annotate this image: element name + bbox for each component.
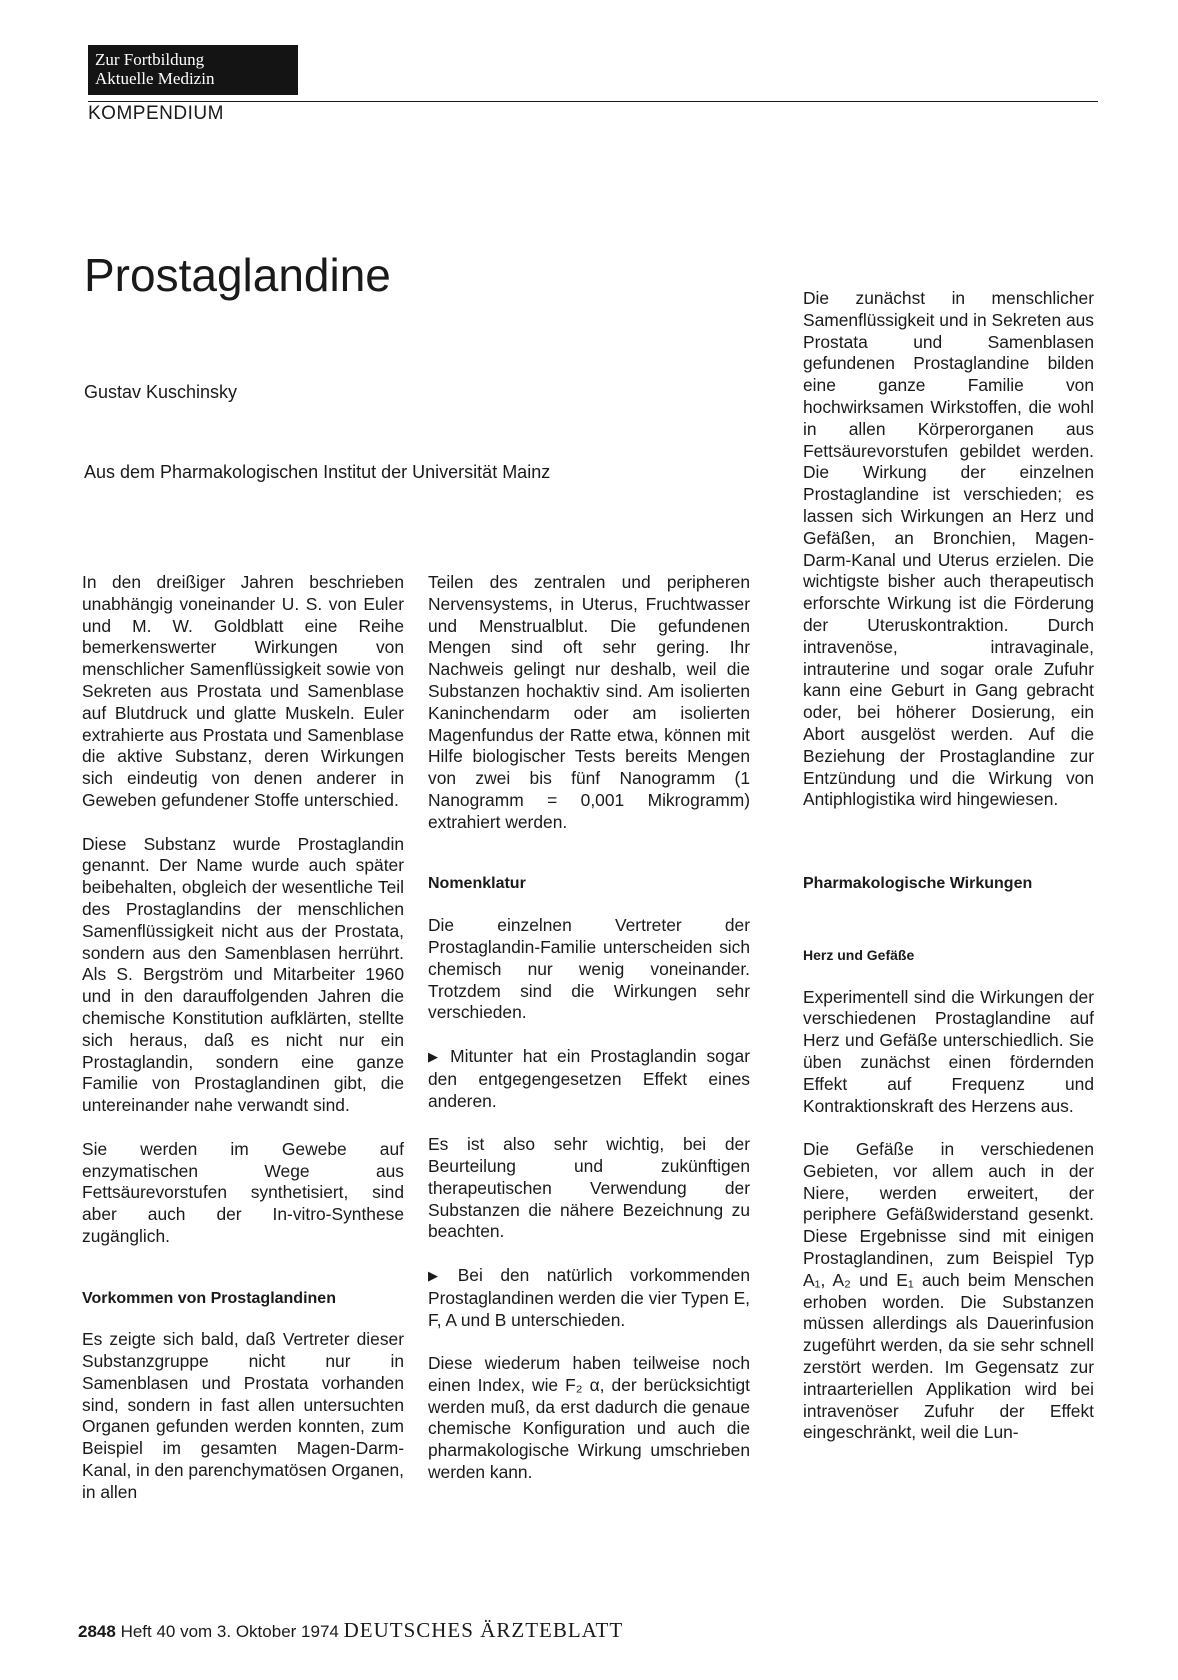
page-number: 2848 (78, 1622, 116, 1641)
bullet-paragraph: ▶ Bei den natürlich vorkommenden Prostaglandinen werden die vier Typen E, F, A und B unterschieden. (428, 1265, 750, 1331)
paragraph: Diese wiederum haben teilweise noch einen Index, wie F₂ α, der berücksichtigt werden muß, da erst dadurch die genaue chemische Konfiguration und auch die pharmakologische Wirkung umschrieben werden kann. (428, 1353, 750, 1483)
text-column-2 (428, 572, 750, 1506)
article-author: Gustav Kuschinsky (84, 382, 238, 402)
text-column-3 (803, 288, 1094, 1466)
summary-paragraph: Die zunächst in menschlicher Samenflüssigkeit und in Sekreten aus Prostata und Samenblasen gefundenen Prostaglandine bilden eine ganze Familie von hochwirksamen Wirkstoffen, die wohl in allen Körperorganen aus Fettsäurevorstufen gebildet werden. Die Wirkung der einzelnen Prostaglandine ist verschieden; es lassen sich Wirkungen an Herz und Gefäßen, an Bronchien, Magen-Darm-Kanal und Uterus erzielen. Die wichtigste bisher auch therapeutisch erforschte Wirkung ist die Förderung der Uteruskontraktion. Durch intravenöse, intravaginale, intrauterine und sogar orale Zufuhr kann eine Geburt in Gang gebracht oder, bei höherer Dosierung, ein Abort ausgelöst werden. Auf die Beziehung der Prostaglandine zur Entzündung und die Wirkung von Antiphlogistika wird hingewiesen. (803, 288, 1094, 810)
page-footer (78, 1618, 623, 1643)
text-column-1 (82, 572, 404, 1525)
paragraph: Sie werden im Gewebe auf enzymatischen Wege aus Fettsäurevorstufen synthetisiert, sind aber auch der In-vitro-Synthese zugänglich. (82, 1138, 404, 1246)
bullet-paragraph: ▶ Mitunter hat ein Prostaglandin sogar den entgegengesetzen Effekt eines anderen. (428, 1046, 750, 1112)
journal-name: DEUTSCHES ÄRZTEBLATT (343, 1618, 624, 1642)
issue-info: Heft 40 vom 3. Oktober 1974 (120, 1622, 339, 1641)
paragraph: Experimentell sind die Wirkungen der verschiedenen Prostaglandine auf Herz und Gefäße unterschiedlich. Sie üben zunächst einen fördernden Effekt auf Frequenz und Kontraktionskraft des Herzens aus. (803, 986, 1094, 1116)
badge-line-1: Zur Fortbildung (95, 50, 205, 69)
badge-line-2: Aktuelle Medizin (95, 69, 215, 88)
paragraph: Diese Substanz wurde Prostaglandin genannt. Der Name wurde auch später beibehalten, obgleich der wesentliche Teil des Prostaglandins der menschlichen Samenflüssigkeit nicht aus der Prostata, sondern aus den Samenblasen herrührt. Als S. Bergström und Mitarbeiter 1960 und in den darauffolgenden Jahren die chemische Konstitution aufklärten, stellte sich heraus, daß es nicht nur ein Prostaglandin, sondern eine ganze Familie von Prostaglandinen gibt, die untereinander nahe verwandt sind. (82, 833, 404, 1116)
paragraph: In den dreißiger Jahren beschrieben unabhängig voneinander U. S. von Euler und M. W. Goldblatt eine Reihe bemerkenswerter Wirkungen von menschlicher Samenflüssigkeit sowie von Sekreten aus Prostata und Samenblase auf Blutdruck und glatte Muskeln. Euler extrahierte aus Prostata und Samenblase die aktive Substanz, deren Wirkungen sich eindeutig von denen anderer in Geweben gefundener Stoffe unterschied. (82, 572, 404, 810)
subsection-heading: Herz und Gefäße (803, 946, 915, 963)
article-affiliation: Aus dem Pharmakologischen Institut der Universität Mainz (84, 462, 551, 482)
header-rule (88, 101, 1098, 102)
series-badge (88, 45, 298, 95)
paragraph: Es zeigte sich bald, daß Vertreter dieser Substanzgruppe nicht nur in Samenblasen und Prostata vorhanden sind, sondern in fast allen untersuchten Organen gefunden werden konnten, zum Beispiel im gesamten Magen-Darm-Kanal, in den parenchymatösen Organen, in allen (82, 1329, 404, 1502)
section-heading: Pharmakologische Wirkungen (803, 874, 1033, 892)
section-label: KOMPENDIUM (88, 103, 224, 124)
section-heading: Nomenklatur (428, 875, 526, 893)
article-title: Prostaglandine (84, 249, 391, 301)
paragraph: Die einzelnen Vertreter der Prostaglandin-Familie unterscheiden sich chemisch nur wenig voneinander. Trotzdem sind die Wirkungen sehr verschieden. (428, 915, 750, 1023)
paragraph: Die Gefäße in verschiedenen Gebieten, vor allem auch in der Niere, werden erweitert, der periphere Gefäßwiderstand gesenkt. Diese Ergebnisse sind mit einigen Prostaglandinen, zum Beispiel Typ A₁, A₂ und E₁ auch beim Menschen erhoben worden. Die Substanzen müssen allerdings als Dauerinfusion zugeführt werden, da sie sehr schnell zerstört werden. Im Gegensatz zur intraarteriellen Applikation wird bei intravenöser Zufuhr der Effekt eingeschränkt, weil die Lun- (803, 1139, 1094, 1443)
section-heading: Vorkommen von Prostaglandinen (82, 1289, 336, 1307)
paragraph: Teilen des zentralen und peripheren Nervensystems, in Uterus, Fruchtwasser und Menstrualblut. Die gefundenen Mengen sind oft sehr gering. Ihr Nachweis gelingt nur deshalb, weil die Substanzen hochaktiv sind. Am isolierten Kaninchendarm oder am isolierten Magenfundus der Ratte etwa, können mit Hilfe biologischer Tests bereits Mengen von zwei bis fünf Nanogramm (1 Nanogramm = 0,001 Mikrogramm) extrahiert werden. (428, 572, 750, 832)
paragraph: Es ist also sehr wichtig, bei der Beurteilung und zukünftigen therapeutischen Verwendung der Substanzen die nähere Bezeichnung zu beachten. (428, 1134, 750, 1242)
